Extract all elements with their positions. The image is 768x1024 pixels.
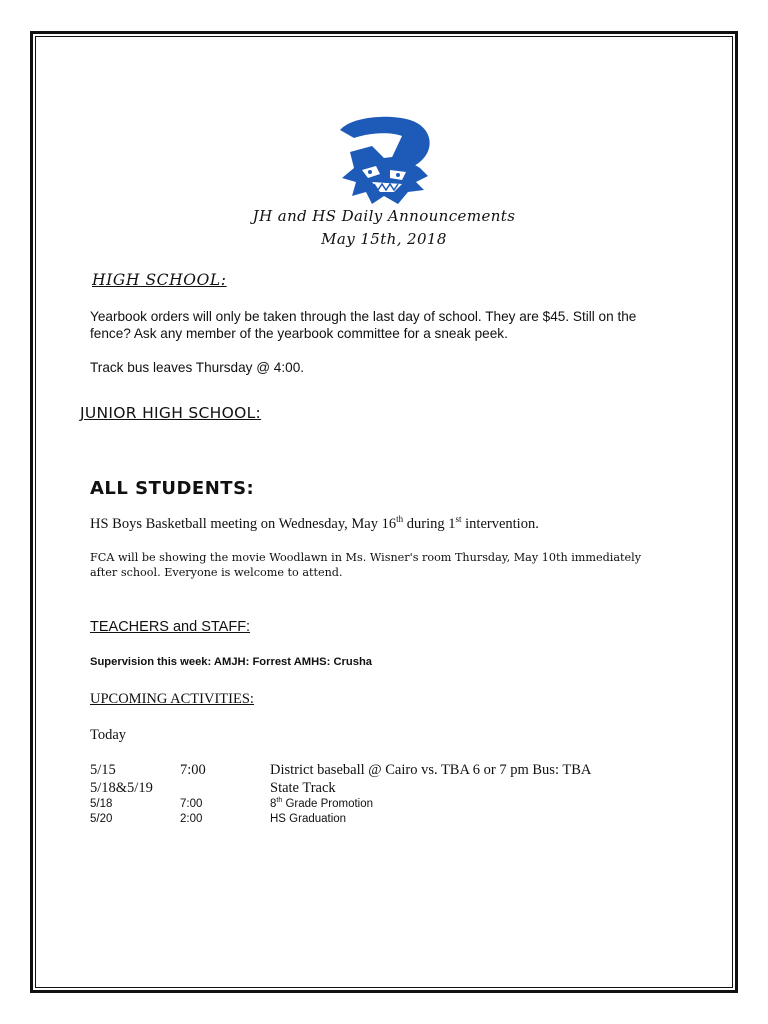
activity-event: State Track bbox=[270, 780, 336, 796]
today-label: Today bbox=[90, 727, 127, 743]
fca-movie-paragraph: FCA will be showing the movie Woodlawn in Ms. Wisner's room Thursday, May 10th immediately after school. Everyone is welcome to attend. bbox=[90, 551, 642, 579]
junior-high-heading: JUNIOR HIGH SCHOOL: bbox=[80, 404, 262, 422]
activity-time: 2:00 bbox=[180, 813, 203, 825]
activity-time: 7:00 bbox=[180, 762, 206, 778]
activity-time: 7:00 bbox=[180, 798, 203, 810]
activity-event: 8th Grade Promotion bbox=[270, 797, 374, 810]
supervision-line: Supervision this week: AMJH: Forrest AMHS: Crusha bbox=[90, 656, 373, 668]
wolf-p-logo-icon bbox=[332, 112, 434, 208]
activity-date: 5/18 bbox=[90, 798, 113, 810]
activity-event: District baseball @ Cairo vs. TBA 6 or 7 pm Bus: TBA bbox=[270, 762, 592, 778]
high-school-heading: HIGH SCHOOL: bbox=[92, 271, 227, 289]
upcoming-activities-heading: UPCOMING ACTIVITIES: bbox=[90, 691, 254, 707]
announcement-date: May 15th, 2018 bbox=[321, 230, 447, 248]
activity-date: 5/20 bbox=[90, 813, 113, 825]
activity-date: 5/15 bbox=[90, 762, 116, 778]
activity-date: 5/18&5/19 bbox=[90, 780, 153, 796]
track-bus-paragraph: Track bus leaves Thursday @ 4:00. bbox=[90, 360, 305, 375]
yearbook-paragraph: Yearbook orders will only be taken through the last day of school. They are $45. Still on the fence? Ask any member of the yearbook committee for a sneak peek. bbox=[90, 309, 637, 341]
teachers-staff-heading: TEACHERS and STAFF: bbox=[90, 619, 251, 635]
announcement-title: JH and HS Daily Announcements bbox=[252, 207, 516, 225]
activity-event: HS Graduation bbox=[270, 813, 347, 825]
all-students-heading: ALL STUDENTS: bbox=[90, 478, 255, 499]
basketball-meeting-paragraph: HS Boys Basketball meeting on Wednesday, May 16th during 1st intervention. bbox=[90, 514, 539, 532]
